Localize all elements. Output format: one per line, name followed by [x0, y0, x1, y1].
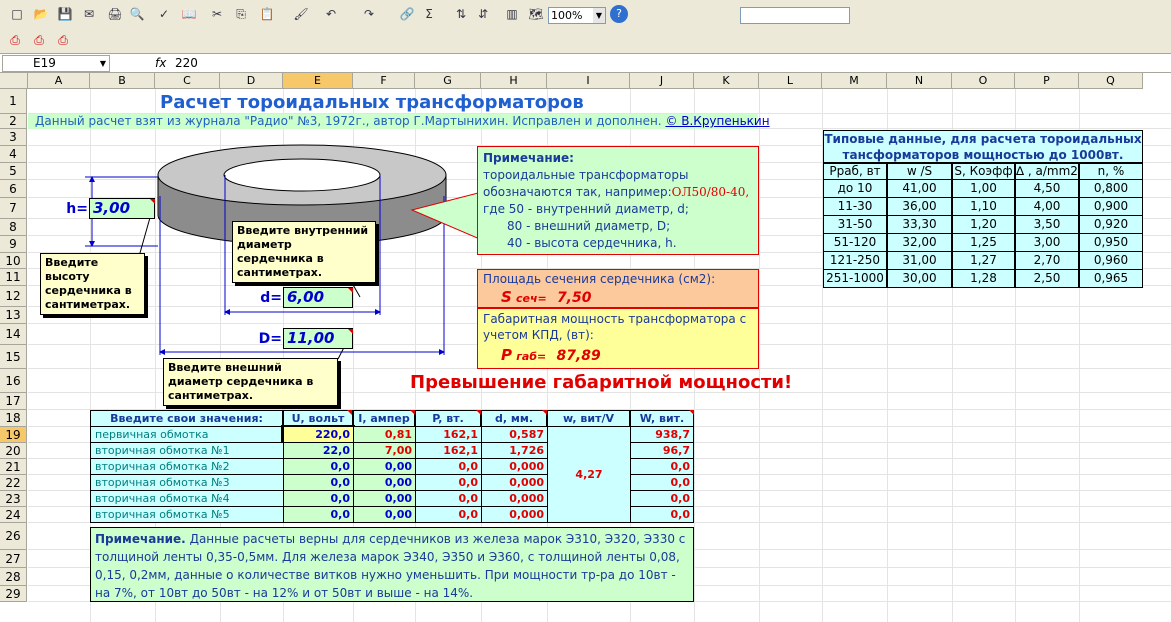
- fx-icon: fx: [155, 56, 167, 70]
- column-header[interactable]: M: [822, 73, 887, 89]
- comment-indicator: [542, 410, 547, 415]
- note-pointer: [410, 190, 485, 245]
- pdf-icon[interactable]: ⎙: [10, 33, 20, 47]
- chevron-down-icon: ▼: [593, 8, 605, 23]
- open-icon[interactable]: 📂: [33, 7, 49, 21]
- area-label: Площадь сечения сердечника (см2):: [483, 272, 716, 286]
- row-header[interactable]: 12: [0, 286, 27, 307]
- winding-name: вторичная обмотка №1: [90, 443, 283, 459]
- turns-per-volt: 4,27: [547, 427, 630, 523]
- ref-table-cell: 36,00: [887, 198, 952, 216]
- bottom-note-text: Данные расчеты верны для сердечников из железа марок Э310, Э320, Э330 с толщиной ленты 0,35-0,5мм. Для железа марок Э340, Э350 и Э360, с толщиной ленты 0,08, 0,15, 0,2мм, данные о количестве витков нужно уменьшить. При мощности тр-ра до 10вт - на 7%, от 10вт до 50вт - на 12% и от 50вт и выше - на 14%.: [95, 532, 686, 600]
- note-line: 80 - внешний диаметр, D;: [507, 219, 671, 233]
- row-header[interactable]: 5: [0, 163, 27, 180]
- winding-p-cell: 0,0: [415, 459, 481, 475]
- area-value: 7,50: [556, 290, 592, 306]
- winding-u-cell[interactable]: 22,0: [283, 443, 353, 459]
- page-title: Расчет тороидальных трансформаторов: [160, 92, 584, 113]
- winding-turns-cell: 0,0: [630, 491, 694, 507]
- winding-d-cell: 0,000: [481, 475, 547, 491]
- column-header[interactable]: D: [220, 73, 283, 89]
- ref-table-title: Типовые данные, для расчета тороидальных тансформаторов мощностью до 1000вт.: [824, 132, 1142, 162]
- pdf-email-icon[interactable]: ⎙: [58, 33, 68, 47]
- bottom-note-title: Примечание.: [95, 532, 186, 546]
- warning-text: Превышение габаритной мощности!: [410, 372, 793, 393]
- note-example: ОЛ50/80-40,: [671, 185, 750, 199]
- winding-i-cell[interactable]: 0,00: [353, 491, 415, 507]
- chart-icon[interactable]: ▥: [506, 7, 518, 21]
- column-header[interactable]: O: [952, 73, 1015, 89]
- comment-indicator: [410, 410, 415, 415]
- ref-table-cell: 4,00: [1015, 198, 1079, 216]
- row-header[interactable]: 11: [0, 269, 27, 286]
- pdf-toolbar: [0, 29, 92, 53]
- column-header[interactable]: L: [759, 73, 822, 89]
- power-value: 87,89: [556, 348, 601, 364]
- row-header[interactable]: 28: [0, 568, 27, 586]
- comment-indicator: [476, 410, 481, 415]
- comment-indicator: [689, 410, 694, 415]
- spelling-icon[interactable]: ✓: [158, 7, 170, 21]
- callout-height: Введите высоту сердечника в сантиметрах.: [40, 253, 145, 315]
- ref-table-cell: 11-30: [823, 198, 887, 216]
- row-header[interactable]: 9: [0, 236, 27, 253]
- row-header[interactable]: 15: [0, 345, 27, 369]
- column-header[interactable]: Q: [1079, 73, 1143, 89]
- winding-u-cell[interactable]: 0,0: [283, 507, 353, 523]
- d-label: d=: [260, 290, 282, 306]
- formula-input[interactable]: 220: [175, 56, 198, 70]
- chevron-down-icon: ▼: [99, 59, 106, 68]
- note-line: где 50 - внутренний диаметр, d;: [483, 202, 689, 216]
- ref-table-cell: 31,00: [887, 252, 952, 270]
- winding-d-cell: 0,000: [481, 491, 547, 507]
- sort-asc-icon[interactable]: ⇅: [455, 7, 467, 21]
- new-icon[interactable]: □: [11, 7, 23, 21]
- copy-icon[interactable]: ⎘: [236, 7, 246, 21]
- column-header[interactable]: B: [90, 73, 155, 89]
- ref-table-cell: 0,800: [1079, 180, 1143, 198]
- row-header[interactable]: 17: [0, 393, 27, 410]
- column-header[interactable]: J: [630, 73, 694, 89]
- row-header[interactable]: 2: [0, 114, 27, 129]
- winding-i-cell[interactable]: 0,00: [353, 507, 415, 523]
- callout-inner-diameter: Введите внутренний диаметр сердечника в сантиметрах.: [232, 221, 376, 283]
- comment-indicator: [150, 199, 155, 204]
- ref-table-cell: 0,950: [1079, 234, 1143, 252]
- D-input[interactable]: 11,00: [283, 328, 353, 349]
- winding-i-cell[interactable]: 0,00: [353, 475, 415, 491]
- row-header[interactable]: 26: [0, 523, 27, 550]
- power-sub: габ=: [516, 350, 547, 363]
- winding-d-cell: 1,726: [481, 443, 547, 459]
- source-text: Данный расчет взят из журнала "Радио" №3, 1972г., автор Г.Мартынихин. Исправлен и дополнен.: [35, 114, 662, 128]
- column-header[interactable]: P: [1015, 73, 1079, 89]
- row-header[interactable]: 8: [0, 219, 27, 236]
- winding-i-cell[interactable]: 7,00: [353, 443, 415, 459]
- row-header[interactable]: 29: [0, 586, 27, 602]
- column-header[interactable]: F: [353, 73, 415, 89]
- windings-header: U, вольт: [283, 410, 353, 427]
- power-label: Габаритная мощность трансформатора с учетом КПД, (вт):: [483, 312, 747, 342]
- column-header[interactable]: C: [155, 73, 220, 89]
- winding-turns-cell: 0,0: [630, 459, 694, 475]
- row-header[interactable]: 19: [0, 427, 27, 443]
- drawing-icon[interactable]: 🗺: [528, 7, 544, 21]
- author-link[interactable]: © В.Крупенькин: [665, 114, 770, 128]
- row-header[interactable]: 22: [0, 475, 27, 491]
- hyperlink-icon[interactable]: 🔗: [399, 7, 415, 21]
- font-color-select[interactable]: [740, 7, 850, 24]
- row-header[interactable]: 27: [0, 550, 27, 568]
- ref-table-header: w /S: [887, 163, 952, 180]
- row-header[interactable]: 3: [0, 129, 27, 146]
- winding-d-cell: 0,587: [481, 427, 547, 443]
- row-header[interactable]: 23: [0, 491, 27, 507]
- cut-icon[interactable]: ✂: [211, 7, 223, 21]
- note-line: тороидальные трансформаторы: [483, 168, 689, 182]
- area-symbol: S: [501, 288, 512, 306]
- row-header[interactable]: 1: [0, 89, 27, 114]
- ref-table-cell: 1,00: [952, 180, 1015, 198]
- column-header[interactable]: A: [28, 73, 90, 89]
- ref-table-cell: 41,00: [887, 180, 952, 198]
- column-header[interactable]: H: [481, 73, 547, 89]
- help-icon[interactable]: ?: [610, 5, 628, 23]
- comment-indicator: [347, 410, 352, 415]
- row-header[interactable]: 10: [0, 253, 27, 269]
- winding-d-cell: 0,000: [481, 507, 547, 523]
- pdf-settings-icon[interactable]: ⎙: [34, 33, 44, 47]
- winding-name: вторичная обмотка №4: [90, 491, 283, 507]
- d-input[interactable]: 6,00: [283, 287, 353, 308]
- winding-u-cell[interactable]: 0,0: [283, 459, 353, 475]
- ref-table-header: n, %: [1079, 163, 1143, 180]
- permission-icon[interactable]: ✉: [83, 7, 95, 21]
- ref-table-cell: 0,960: [1079, 252, 1143, 270]
- row-header[interactable]: 21: [0, 459, 27, 475]
- zoom-value: 100%: [551, 9, 583, 22]
- windings-header: P, вт.: [415, 410, 481, 427]
- comment-indicator: [348, 329, 353, 334]
- ref-table-cell: 1,20: [952, 216, 1015, 234]
- power-box: [477, 308, 759, 369]
- windings-header: W, вит.: [630, 410, 694, 427]
- ref-table-cell: 2,70: [1015, 252, 1079, 270]
- winding-turns-cell: 0,0: [630, 475, 694, 491]
- column-header[interactable]: E: [283, 73, 353, 89]
- winding-name: вторичная обмотка №5: [90, 507, 283, 523]
- name-box-value: E19: [33, 56, 56, 70]
- ref-table-cell: 4,50: [1015, 180, 1079, 198]
- ref-table-cell: 121-250: [823, 252, 887, 270]
- redo-icon[interactable]: ↷: [363, 7, 375, 21]
- winding-p-cell: 162,1: [415, 443, 481, 459]
- research-icon[interactable]: 📖: [181, 7, 197, 21]
- callout-outer-diameter: Введите внешний диаметр сердечника в сантиметрах.: [163, 358, 338, 406]
- note-title: Примечание:: [483, 151, 574, 165]
- ref-table-header: ∆ , а/mm2: [1016, 164, 1078, 178]
- ref-table-header: S, Коэфф: [952, 163, 1015, 180]
- row-header[interactable]: 20: [0, 443, 27, 459]
- autosum-icon[interactable]: Σ: [425, 7, 433, 21]
- name-box[interactable]: [2, 55, 110, 72]
- ref-table-cell: 3,50: [1015, 216, 1079, 234]
- zoom-select[interactable]: [548, 7, 606, 24]
- area-box: [477, 269, 759, 308]
- comment-indicator: [348, 288, 353, 293]
- ref-table-cell: 2,50: [1015, 270, 1079, 288]
- note-line: 40 - высота сердечника, h.: [507, 236, 677, 250]
- area-sub: сеч=: [516, 292, 547, 305]
- bottom-note: [90, 527, 694, 602]
- row-header[interactable]: 18: [0, 410, 27, 427]
- winding-i-cell[interactable]: 0,00: [353, 459, 415, 475]
- winding-p-cell: 0,0: [415, 475, 481, 491]
- winding-p-cell: 162,1: [415, 427, 481, 443]
- winding-name: вторичная обмотка №3: [90, 475, 283, 491]
- row-header[interactable]: 13: [0, 307, 27, 324]
- row-header[interactable]: 6: [0, 180, 27, 198]
- ref-table-cell: 1,10: [952, 198, 1015, 216]
- windings-header: d, мм.: [481, 410, 547, 427]
- column-header[interactable]: G: [415, 73, 481, 89]
- winding-d-cell: 0,000: [481, 459, 547, 475]
- ref-table-cell: 0,965: [1079, 270, 1143, 288]
- format-painter-icon[interactable]: 🖌: [293, 7, 309, 21]
- power-symbol: P: [501, 346, 512, 364]
- grid-line: [759, 89, 760, 622]
- undo-icon[interactable]: ↶: [325, 7, 337, 21]
- formula-bar: [0, 53, 1171, 73]
- ref-table-cell: 1,25: [952, 234, 1015, 252]
- winding-i-cell[interactable]: 0,81: [353, 427, 415, 443]
- winding-turns-cell: 0,0: [630, 507, 694, 523]
- paste-icon[interactable]: 📋: [259, 7, 275, 21]
- select-all-corner[interactable]: [0, 73, 28, 89]
- ref-table-cell: 33,30: [887, 216, 952, 234]
- source-note: [28, 114, 770, 129]
- winding-name: вторичная обмотка №2: [90, 459, 283, 475]
- toroid-hole: [224, 159, 380, 191]
- winding-p-cell: 0,0: [415, 507, 481, 523]
- windings-header: w, вит/V: [547, 410, 630, 427]
- row-header[interactable]: 14: [0, 324, 27, 345]
- ref-table-cell: 1,28: [952, 270, 1015, 288]
- winding-u-cell[interactable]: 220,0: [283, 427, 353, 443]
- print-icon[interactable]: 🖨: [107, 7, 123, 21]
- row-header[interactable]: 7: [0, 198, 27, 219]
- winding-turns-cell: 96,7: [630, 443, 694, 459]
- ref-table-cell: 1,27: [952, 252, 1015, 270]
- winding-u-cell[interactable]: 0,0: [283, 491, 353, 507]
- ref-table-cell: 251-1000: [823, 270, 887, 288]
- ref-table-cell: 0,900: [1079, 198, 1143, 216]
- windings-header: Введите свои значения:: [90, 410, 283, 427]
- row-header[interactable]: 16: [0, 369, 27, 393]
- column-header[interactable]: I: [547, 73, 630, 89]
- ref-table-cell: 3,00: [1015, 234, 1079, 252]
- save-icon[interactable]: 💾: [57, 7, 73, 21]
- D-label: D=: [258, 331, 282, 347]
- column-header[interactable]: N: [887, 73, 952, 89]
- windings-header: I, ампер: [353, 410, 415, 427]
- h-label: h=: [66, 201, 88, 217]
- ref-table-cell: 31-50: [823, 216, 887, 234]
- column-header[interactable]: K: [694, 73, 759, 89]
- row-header[interactable]: 4: [0, 146, 27, 163]
- winding-name: первичная обмотка: [90, 427, 283, 443]
- ref-table-cell: 32,00: [887, 234, 952, 252]
- row-header[interactable]: 24: [0, 507, 27, 523]
- ref-table-header: Pраб, вт: [823, 163, 887, 180]
- ref-table-cell: до 10: [823, 180, 887, 198]
- winding-p-cell: 0,0: [415, 491, 481, 507]
- note-line: обозначаются так, например:: [483, 185, 672, 199]
- h-input[interactable]: 3,00: [89, 198, 155, 219]
- preview-icon[interactable]: 🔍: [129, 7, 145, 21]
- winding-u-cell[interactable]: 0,0: [283, 475, 353, 491]
- ref-table-cell: 0,920: [1079, 216, 1143, 234]
- ref-table-cell: 30,00: [887, 270, 952, 288]
- winding-turns-cell: 938,7: [630, 427, 694, 443]
- sort-desc-icon[interactable]: ⇵: [477, 7, 489, 21]
- note-box: [477, 146, 759, 255]
- ref-table-cell: 51-120: [823, 234, 887, 252]
